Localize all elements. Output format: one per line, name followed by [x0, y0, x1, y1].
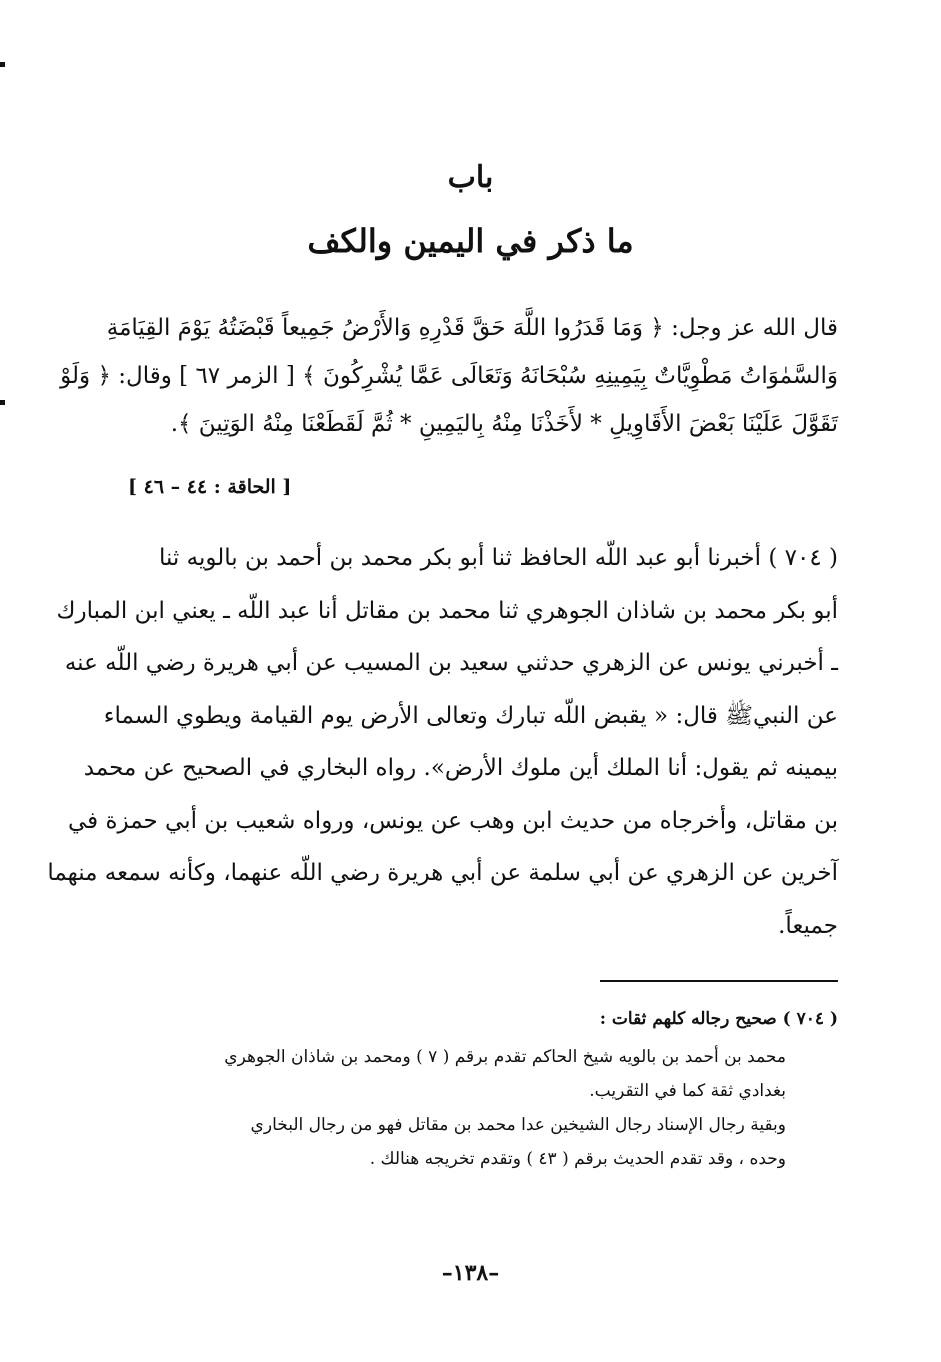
- hadith-line: جميعاً.: [778, 912, 838, 939]
- hadith-line: عن النبيﷺ قال: « يقبض اللّه تبارك وتعالى الأرض يوم القيامة ويطوي السماء: [103, 702, 838, 729]
- intro-paragraph: [60, 304, 838, 448]
- hadith-line: آخرين عن الزهري عن أبي سلمة عن أبي هريرة رضي اللّه عنهما، وكأنه سمعه منهما: [47, 860, 838, 886]
- page-number: –١٣٨–: [441, 1260, 500, 1286]
- scan-edge-mark: [0, 400, 5, 405]
- footnote-line: وحده ، وقد تقدم الحديث برقم ( ٤٣ ) وتقدم تخريجه هنالك .: [369, 1149, 786, 1169]
- footnote-divider: [600, 980, 838, 982]
- footnote-body: [128, 1040, 838, 1176]
- footnote-heading-text: ( ٧٠٤ ) صحيح رجاله كلهم ثقات :: [599, 1009, 838, 1029]
- hadith-line: أبو بكر محمد بن شاذان الجوهري ثنا محمد بن مقاتل أنا عبد اللّه ـ يعني ابن المبارك: [56, 597, 838, 624]
- intro-line: تَقَوَّلَ عَلَيْنَا بَعْضَ الأَقَاوِيلِ * لأَخَذْنَا مِنْهُ بِاليَمِينِ * ثُمَّ لَقَطَعْنَا مِنْهُ الوَتِينَ ﴾.: [170, 411, 838, 437]
- footnote-heading: [128, 1002, 838, 1036]
- quran-citation: [ الحاقة : ٤٤ – ٤٦ ]: [128, 476, 292, 498]
- hadith-line: ـ أخبرني يونس عن الزهري حدثني سعيد بن المسيب عن أبي هريرة رضي اللّه عنه: [64, 650, 838, 676]
- chapter-title: ما ذكر في اليمين والكف: [307, 222, 634, 260]
- footnote-line: وبقية رجال الإسناد رجال الشيخين عدا محمد بن مقاتل فهو من رجال البخاري: [250, 1115, 786, 1135]
- intro-line: قال الله عز وجل: ﴿ وَمَا قَدَرُوا اللَّهَ حَقَّ قَدْرِهِ وَالأَرْضُ جَمِيعاً قَبْضَتُهُ يَوْمَ القِيَامَةِ: [106, 315, 838, 341]
- hadith-paragraph: [47, 532, 838, 952]
- footnote-line: بغدادي ثقة كما في التقريب.: [589, 1081, 786, 1101]
- chapter-label: باب: [447, 160, 494, 195]
- hadith-line: ( ٧٠٤ ) أخبرنا أبو عبد اللّه الحافظ ثنا أبو بكر محمد بن أحمد بن بالويه ثنا: [158, 545, 838, 571]
- footnote-line: محمد بن أحمد بن بالويه شيخ الحاكم تقدم برقم ( ٧ ) ومحمد بن شاذان الجوهري: [224, 1047, 786, 1067]
- hadith-line: بن مقاتل، وأخرجاه من حديث ابن وهب عن يونس، ورواه شعيب بن أبي حمزة في: [68, 807, 838, 834]
- scan-edge-mark: [0, 62, 5, 67]
- intro-line: وَالسَّمٰوَاتُ مَطْوِيَّاتٌ بِيَمِينِهِ سُبْحَانَهُ وَتَعَالَى عَمَّا يُشْرِكُونَ ﴾ [ الزمر ٦٧ ] وقال: ﴿ وَلَوْ: [60, 363, 838, 389]
- hadith-line: بيمينه ثم يقول: أنا الملك أين ملوك الأرض». رواه البخاري في الصحيح عن محمد: [83, 755, 838, 781]
